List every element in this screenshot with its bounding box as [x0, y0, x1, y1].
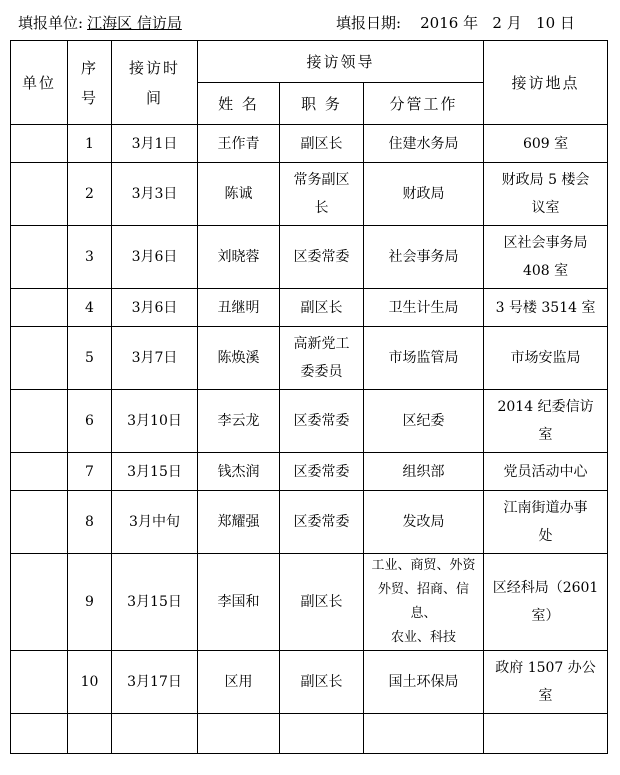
row-place: 区社会事务局 408 室 [484, 226, 608, 289]
row-place: 江南街道办事 处 [484, 491, 608, 554]
row-position: 副区长 [280, 289, 364, 327]
row-date: 3月15日 [112, 554, 198, 651]
empty-cell [11, 714, 68, 754]
table-row [11, 226, 608, 289]
row-place: 3 号楼 3514 室 [484, 289, 608, 327]
table-row [11, 163, 608, 226]
empty-cell [68, 714, 112, 754]
row-seq: 1 [68, 125, 112, 163]
table-row [11, 651, 608, 714]
row-position: 区委常委 [280, 491, 364, 554]
row-place: 2014 纪委信访 室 [484, 390, 608, 453]
row-name: 陈焕溪 [198, 327, 280, 390]
row-date: 3月6日 [112, 289, 198, 327]
empty-cell [280, 714, 364, 754]
row-seq: 9 [68, 554, 112, 651]
row-seq: 6 [68, 390, 112, 453]
row-date: 3月15日 [112, 453, 198, 491]
row-date: 3月10日 [112, 390, 198, 453]
row-position: 副区长 [280, 651, 364, 714]
date-month: 2 月 [492, 14, 522, 32]
table-row [11, 491, 608, 554]
row-name: 郑耀强 [198, 491, 280, 554]
row-work: 组织部 [364, 453, 484, 491]
row-seq: 7 [68, 453, 112, 491]
row-place: 政府 1507 办公 室 [484, 651, 608, 714]
row-place: 市场安监局 [484, 327, 608, 390]
unit-field [18, 12, 182, 33]
row-name: 钱杰润 [198, 453, 280, 491]
header-seq: 序 号 [68, 41, 112, 125]
row-unit [11, 327, 68, 390]
row-name: 区用 [198, 651, 280, 714]
date-label: 填报日期: [336, 14, 402, 32]
row-work: 发改局 [364, 491, 484, 554]
empty-cell [364, 714, 484, 754]
row-date: 3月7日 [112, 327, 198, 390]
row-name: 陈诚 [198, 163, 280, 226]
row-position: 区委常委 [280, 453, 364, 491]
empty-row [11, 714, 608, 754]
row-place: 区经科局（2601 室） [484, 554, 608, 651]
row-position: 高新党工 委委员 [280, 327, 364, 390]
row-name: 李云龙 [198, 390, 280, 453]
row-name: 李国和 [198, 554, 280, 651]
header-leader: 接访领导 [198, 41, 484, 83]
form-header [0, 10, 620, 36]
table-row [11, 327, 608, 390]
row-unit [11, 390, 68, 453]
empty-cell [198, 714, 280, 754]
row-seq: 3 [68, 226, 112, 289]
row-seq: 2 [68, 163, 112, 226]
row-position: 副区长 [280, 554, 364, 651]
row-place: 党员活动中心 [484, 453, 608, 491]
row-date: 3月1日 [112, 125, 198, 163]
date-year: 2016 年 [420, 14, 479, 32]
header-unit: 单位 [11, 41, 68, 125]
unit-label: 填报单位: [18, 14, 84, 32]
table-row [11, 125, 608, 163]
empty-cell [484, 714, 608, 754]
row-date: 3月中旬 [112, 491, 198, 554]
unit-value: 江海区 信访局 [87, 14, 182, 32]
table-row [11, 554, 608, 651]
row-unit [11, 491, 68, 554]
row-unit [11, 651, 68, 714]
row-work: 财政局 [364, 163, 484, 226]
table-row [11, 289, 608, 327]
header-name: 姓 名 [198, 83, 280, 125]
row-seq: 8 [68, 491, 112, 554]
row-work: 市场监管局 [364, 327, 484, 390]
table-row [11, 453, 608, 491]
row-name: 王作青 [198, 125, 280, 163]
row-unit [11, 289, 68, 327]
header-time: 接访时 间 [112, 41, 198, 125]
empty-cell [112, 714, 198, 754]
row-place: 财政局 5 楼会 议室 [484, 163, 608, 226]
row-position: 副区长 [280, 125, 364, 163]
date-field [336, 12, 575, 33]
row-work: 住建水务局 [364, 125, 484, 163]
header-position: 职 务 [280, 83, 364, 125]
row-position: 区委常委 [280, 390, 364, 453]
row-place: 609 室 [484, 125, 608, 163]
row-name: 刘晓蓉 [198, 226, 280, 289]
reception-table [10, 40, 608, 754]
row-date: 3月17日 [112, 651, 198, 714]
table-row [11, 390, 608, 453]
row-seq: 5 [68, 327, 112, 390]
row-date: 3月6日 [112, 226, 198, 289]
row-seq: 4 [68, 289, 112, 327]
row-unit [11, 554, 68, 651]
row-work: 国土环保局 [364, 651, 484, 714]
row-work: 卫生计生局 [364, 289, 484, 327]
row-work: 社会事务局 [364, 226, 484, 289]
row-seq: 10 [68, 651, 112, 714]
row-work: 区纪委 [364, 390, 484, 453]
row-unit [11, 163, 68, 226]
header-place: 接访地点 [484, 41, 608, 125]
row-name: 丑继明 [198, 289, 280, 327]
header-work: 分管工作 [364, 83, 484, 125]
row-unit [11, 226, 68, 289]
row-position: 常务副区 长 [280, 163, 364, 226]
row-work: 工业、商贸、外资 外贸、招商、信息、 农业、科技 [364, 554, 484, 651]
row-position: 区委常委 [280, 226, 364, 289]
date-day: 10 日 [536, 14, 575, 32]
row-date: 3月3日 [112, 163, 198, 226]
row-unit [11, 125, 68, 163]
row-unit [11, 453, 68, 491]
